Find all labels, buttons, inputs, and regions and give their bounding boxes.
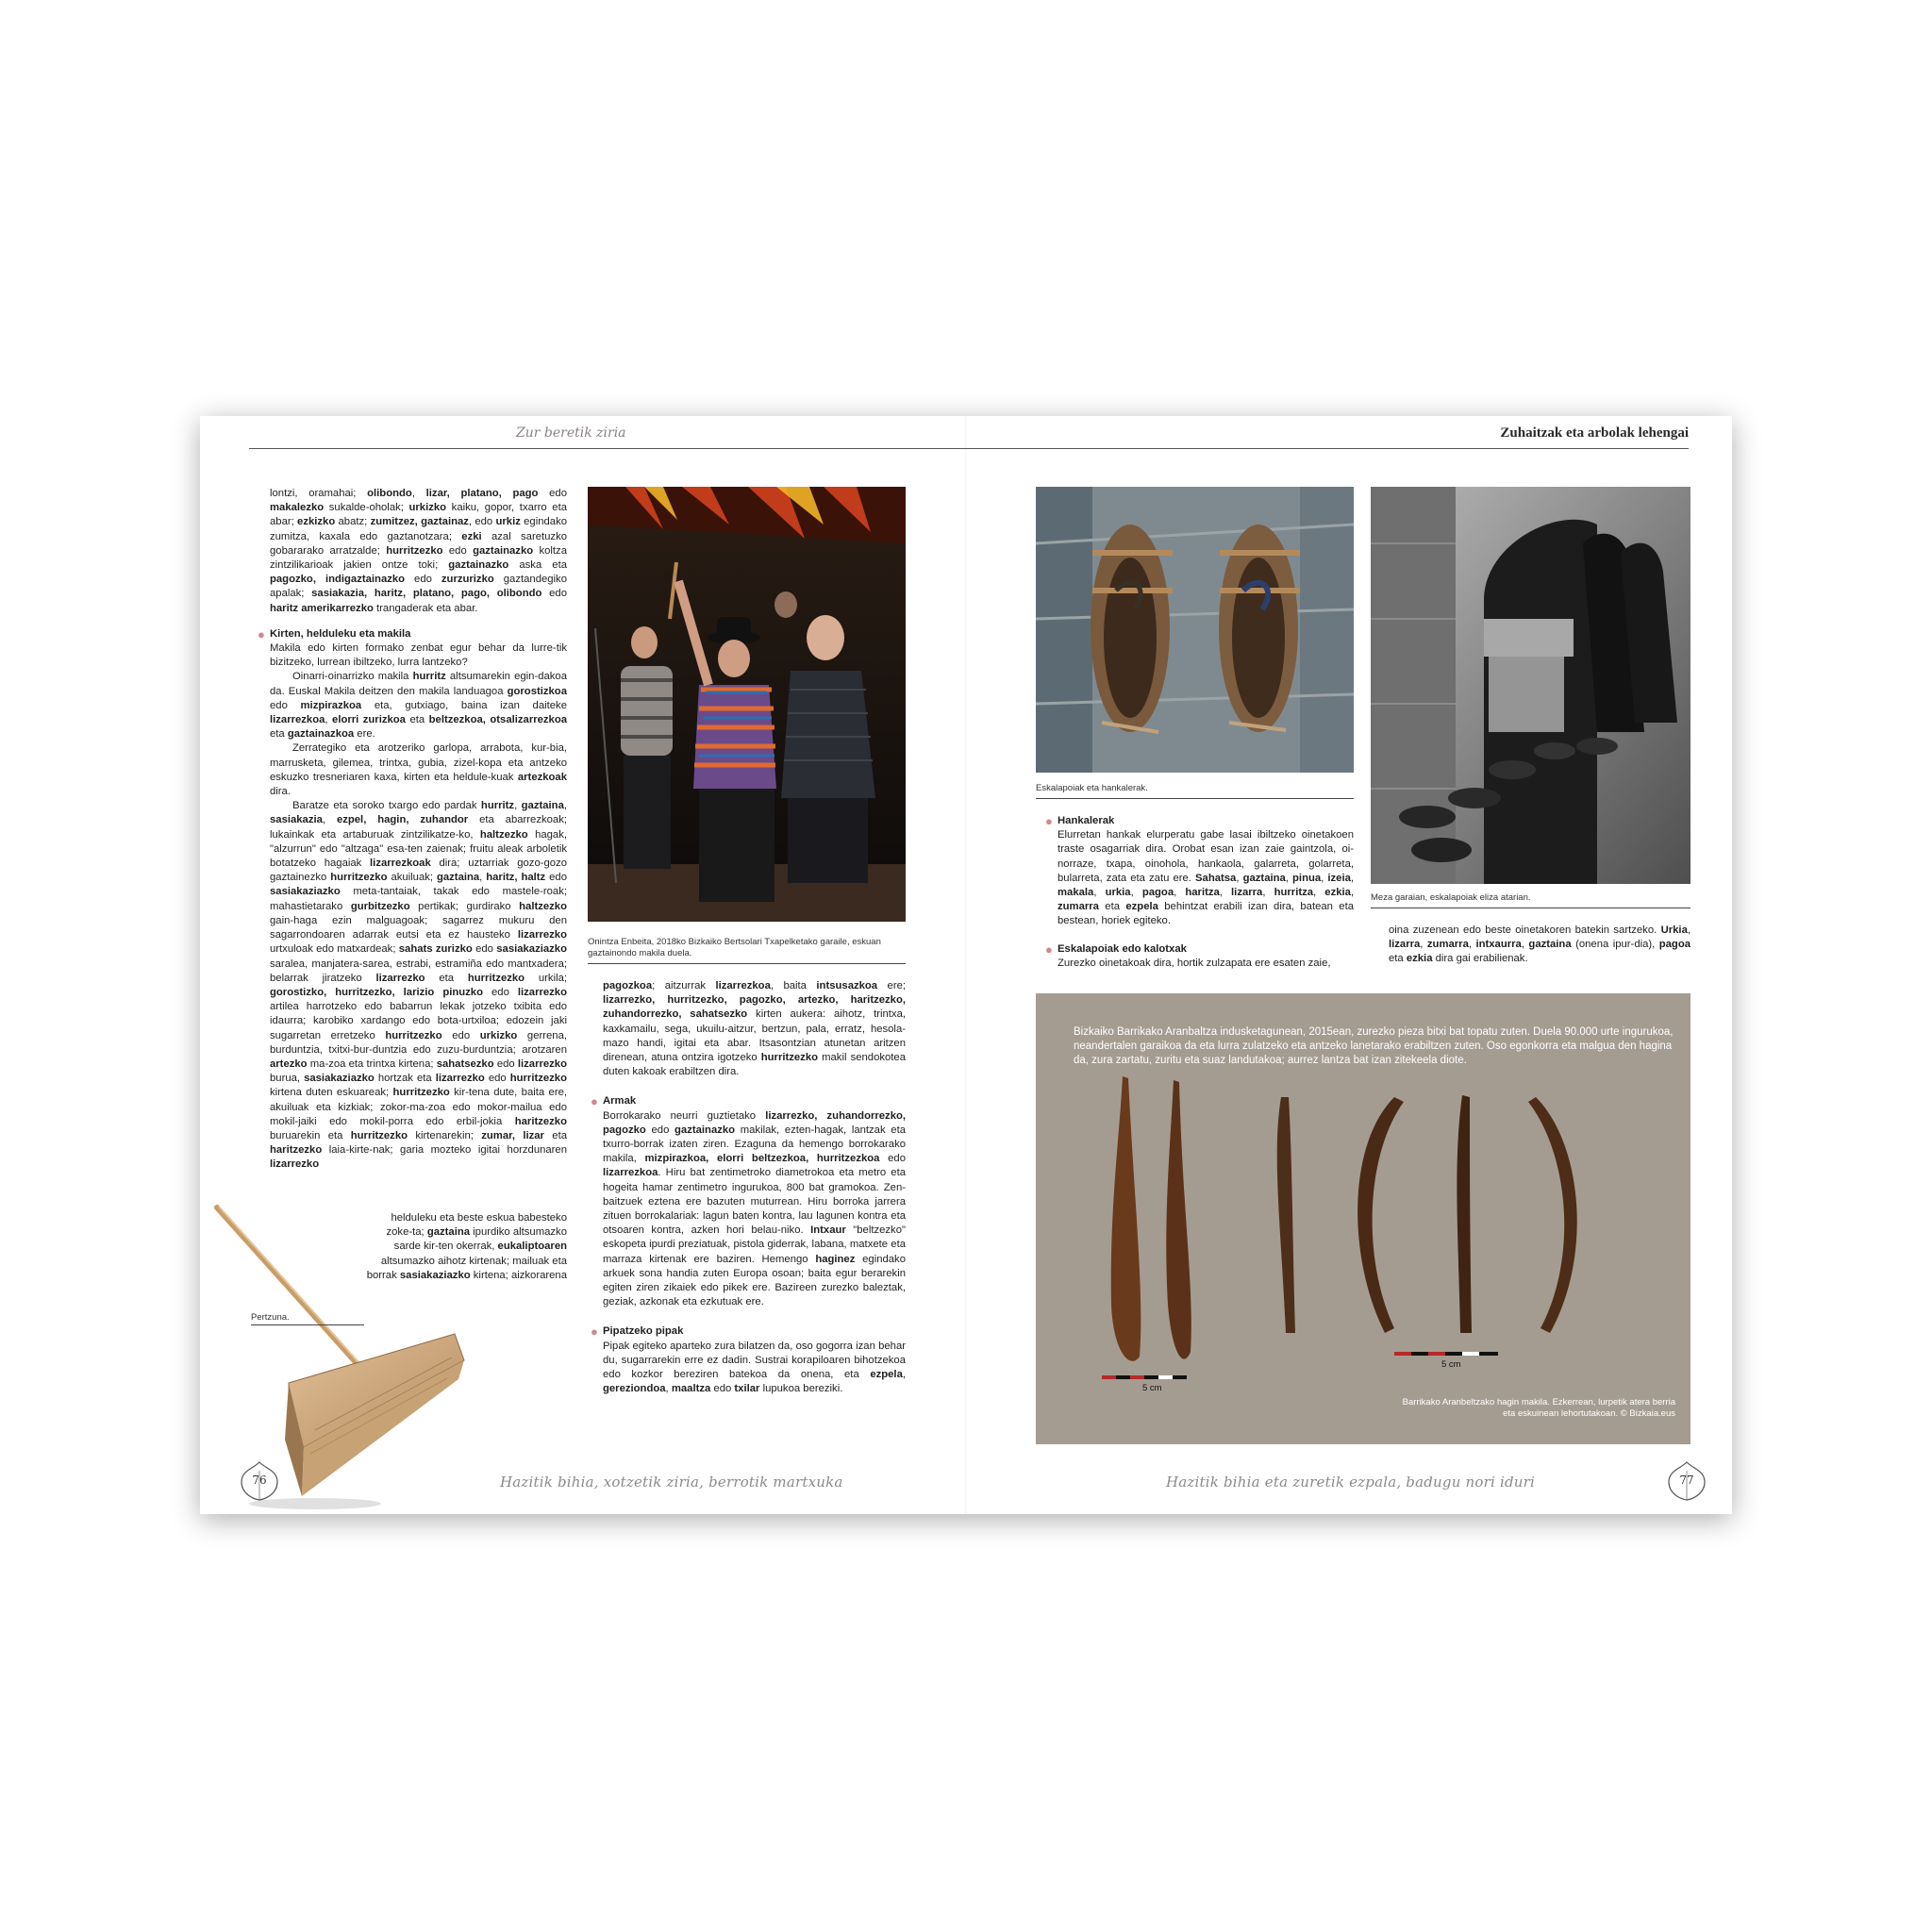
footer-left-motto: Hazitik bihia, xotzetik ziria, berrotik martxuka xyxy=(500,1474,843,1491)
section-title: Eskalapoiak edo kalotxak xyxy=(1058,942,1187,955)
paragraph: helduleku eta beste eskua babesteko zoke-ta; gaztaina ipurdiko altsumazko sarde kir-ten okerrak, eukaliptoaren altsumazko aihotz kirtenak; mailuak eta borrak sasiakaziazko kirtena; aizkorarena xyxy=(366,1212,567,1281)
paragraph: Zerrategiko eta arotzeriko garlopa, arrabota, kur-bia, marrusketa, gilemea, trintxa, gubia, zizel-kopa eta antzeko eskuzko tresneriaren kaxa, kirten eta heldule-kuak artezkoak dira. xyxy=(270,742,567,798)
box-text: Bizkaiko Barrikako Aranbaltza indusketagunean, 2015ean, zurezko pieza bitxi bat topatu zuten. Duela 90.000 urte ingurukoa, neandertalen garaikoa da eta lurra zulatzeko eta antzeko lanetarako erabiltzen zuten. Oso egonkorra eta malgua den hagina da, zura zartatu, zuritu eta suaz landutakoa; aurrez lantza bat izan zitekeela diote. xyxy=(1074,1026,1674,1066)
paragraph: Baratze eta soroko txargo edo pardak hurritz, gaztaina, sasiakazia, ezpel, hagin, zuhandor eta abarrezkoak; lukainkak eta artaburuak zintzilikatze-ko, haltzezko hagak, "alzurrun" edo "altzaga" esa-ten zaienak; fruitu aleak arboletik botatzeko hagaiak lizarrezkoak dira; uztarriak gozo-gozo gaztainezko hurritzezko akuiluak; gaztaina, haritz, haltz edo sasiakaziazko meta-tantaiak, takak edo mastele-roak; mahastietarako gurbitzezko pertikak; gurdirako haltzezko gain-haga ezin malguagoak; sagarrez mukuru den sagarrondoaren adarrak eutsi eta ez hausteko lizarrezko urtxuloak edo matxardeak; sahats zurizko edo sasiakaziazko saralea, manjatera-sarea, estrabi, estramiña edo mantxadera; belarrak jiratzeko lizarrezko eta hurritzezko urkila; gorostizko, hurritzezko, larizio pinuzko edo lizarrezko artilea harrotzeko edo babarrun lekak jotzeko txibita edo idaurra; karobiko xardango edo bota-urtxiloa; edozein jaki sugarretan erretzeko hurritzezko edo urkizko gerrena, burduntzia, txitxi-bur-duntzia edo zuzu-burduntzia; arotzaren artezko ma-zoa eta trintxa kirtena; sahatsezko edo lizarrezko burua, sasiakaziazko hortzak eta lizarrezko edo hurritzezko kirtena duten eskuareak; hurritzezko kir-tena dute, baita ere, akuiluak eta kizkiak; zokor-ma-zoa edo mokor-mailua edo mokil-jaiki edo mokil-porra edo erbil-jokia haritzezko buruarekin eta hurritzezko kirtenarekin; zumar, lizar eta haritzezko laia-kirte-nak; garia mozteko igitai horzdunaren lizarrezko xyxy=(270,800,568,1171)
scale-label: 5 cm xyxy=(1142,1383,1162,1393)
intro-paragraph: lontzi, oramahai; olibondo, lizar, platano, pago edo makalezko sukalde-oholak; urkizko kaiku, gopor, txarro eta abar; ezkizko abatz; zumitzez, gaztainaz, edo urkiz egindako zumitza, kaxala edo gaztanotzara; ezki azal saretuzko gobararako arratzalde; hurritzezko edo gaztainazko koltza zintzilikarioak jakien ontze toki; gaztainazko aska eta pagozko, indigaztainazko edo zurzurizko gaztandegiko apalak; sasiakazia, haritz, platano, pago, olibondo edo haritz amerikarrezko trangaderak eta abar. xyxy=(270,488,567,614)
rake-caption: Pertzuna. xyxy=(251,1312,290,1323)
section-title: Pipatzeko pipak xyxy=(603,1325,684,1338)
caption-rule xyxy=(588,963,906,964)
paragraph: Pipak egiteko aparteko zura bilatzen da, oso gogorra izan behar du, sugarrarekin erre ez dadin. Sustrai korapiloaren bihotzekoa edo kozkor bereziren batekoa da onena, eta ezpela, gereziondoa, maaltza edo txilar lupukoa bereziki. xyxy=(603,1340,906,1395)
caption-rule xyxy=(1036,798,1354,799)
section-hankalerak xyxy=(1045,814,1355,929)
paragraph: Zurezko oinetakoak dira, hortik zulzapata ere esaten zaie, xyxy=(1058,957,1331,969)
running-head-right: Zuhaitzak eta arbolak lehengai xyxy=(1500,425,1689,441)
section-title: Kirten, helduleku eta makila xyxy=(270,627,411,640)
bullet-marker: ● xyxy=(591,1094,598,1109)
running-head-left: Zur beretik ziria xyxy=(516,425,626,441)
bullet-marker: ● xyxy=(1045,941,1053,957)
paragraph: Oinarri-oinarrizko makila hurritz altsumarekin egin-dakoa da. Euskal Makila deitzen den makila landuagoa gorostizkoa edo mizpirazkoa eta, gutxiago, baina izan daiteke lizarrezkoa, elorri zurizkoa eta beltzezkoa, otsalizarrezkoa eta gaztainazkoa ere. xyxy=(270,671,568,741)
paragraph: oina zuzenean edo beste oinetakoren batekin sartzeko. Urkia, lizarra, zumarra, intxaurra, gaztaina (onena ipur-dia), pagoa eta ezkia dira gai erabilienak. xyxy=(1389,924,1691,965)
right-column-2 xyxy=(1389,924,1690,967)
section-kirten xyxy=(258,626,568,1173)
section-title: Armak xyxy=(603,1095,637,1108)
section-pipak xyxy=(591,1324,906,1396)
box-caption: Barrikako Aranbeltzako hagin makila. Ezkerrean, lurpetik atera berria eta eskuinean lehortutakoan. © Bizkaia.eus xyxy=(1402,1397,1675,1419)
header-rule xyxy=(249,448,1689,449)
hagin-sticks-illustration xyxy=(1092,1069,1658,1427)
section-eskalapoiak xyxy=(1045,941,1354,971)
right-column-1 xyxy=(1045,814,1355,971)
scale-label: 5 cm xyxy=(1441,1359,1461,1370)
bullet-marker: ● xyxy=(591,1324,598,1340)
paragraph: Borrokarako neurri guztietako lizarrezko, zuhandorrezko, pagozko edo gaztainazko makilak, ezten-hagak, lantzak eta txurro-borrak izaten ziren. Ezaguna da hemengo borrokarako makila, mizpirazkoa, elorri beltzezkoa, hurritzezkoa edo lizarrezkoa. Hiru bat zentimetroko diametrokoa eta metro eta hogeita hamar zentimetro ingurukoa, 800 bat gramokoa. Zen-baitzuek eztena ere bazuten muturrean. Hiru borroka jarrera zituen borrokalariak: lagun baten kontra, lau lagunen kontra eta otsoaren kontra, azken hori belau-niko. Intxaur "beltzezko" eskopeta ipurdi preziatuak, pistola giderrak, labana, matxete eta marraza kirtenak ere baziren. Hemengo haginez egindako arkuek sona handia zuten Europa osoan; baita egur berarekin egiten ziren zikaiek edo pikek ere. Bazireen zurezko baleztak, geziak, azkonak eta ezkutuak ere. xyxy=(603,1109,907,1308)
book-spread xyxy=(200,416,1732,1514)
left-column-1 xyxy=(258,487,568,1173)
paragraph: Elurretan hankak elurperatu gabe lasai ibiltzeko oinetakoen traste osagarriak dira. Orobat esan izan zaie gaintzola, oi-norraze, txapa, oinohola, hankaola, galarreta, golarreta, bularreta, zata eta zatu ere. Sahatsa, gaztaina, pinua, izeia, makala, urkia, pagoa, haritza, lizarra, hurritza, ezkia, zumarra eta ezpela behintzat erabili izan dira, batean eta bestean, horiek egiteko. xyxy=(1058,829,1355,927)
page-number-right xyxy=(1665,1459,1708,1503)
eskalapoiak-photo xyxy=(1036,487,1354,773)
section-armak xyxy=(591,1094,907,1309)
eskalapoiak-caption: Eskalapoiak eta hankalerak. xyxy=(1036,783,1148,793)
meza-photo xyxy=(1371,487,1690,884)
section-title: Hankalerak xyxy=(1058,815,1115,826)
page-number-left xyxy=(238,1459,281,1503)
gutter-shadow xyxy=(965,416,967,1514)
meza-caption: Meza garaian, eskalapoiak eliza atarian. xyxy=(1371,892,1531,903)
paragraph: pagozkoa; aitzurrak lizarrezkoa, baita intsusazkoa ere; lizarrezko, hurritzezko, pagozko, artezko, haritzezko, zuhandorrezko, sahatsezko kirten aukera: aihotz, trintxa, kaxkamailu, sega, ukuilu-aitzur, bertzun, pala, erratz, hesola-mazo handi, igitai eta abar. Itsasontzian atunetan aritzen direnean, atuna ontzira igotzeko hurritzezko makil sendokotea duten kakoak erabiltzen dira. xyxy=(603,980,907,1078)
bertsolari-caption: Onintza Enbeita, 2018ko Bizkaiko Bertsolari Txapelketako garaile, eskuan gaztainondo makila duela. xyxy=(588,937,881,958)
left-column-2 xyxy=(591,979,907,1396)
bullet-marker: ● xyxy=(1045,814,1053,828)
caption-rule xyxy=(251,1324,364,1325)
paragraph: Makila edo kirten formako zenbat egur behar da lurre-tik bizitzeko, lurrean ibiltzeko, lurra lantzeko? xyxy=(270,642,567,669)
bertsolari-photo xyxy=(588,487,906,922)
aranbaltza-box xyxy=(1036,993,1690,1444)
footer-right-motto: Hazitik bihia eta zuretik ezpala, badugu nori iduri xyxy=(1166,1474,1535,1491)
page-number: 77 xyxy=(1679,1474,1694,1487)
bullet-marker: ● xyxy=(258,626,265,641)
page-number: 76 xyxy=(252,1474,267,1487)
